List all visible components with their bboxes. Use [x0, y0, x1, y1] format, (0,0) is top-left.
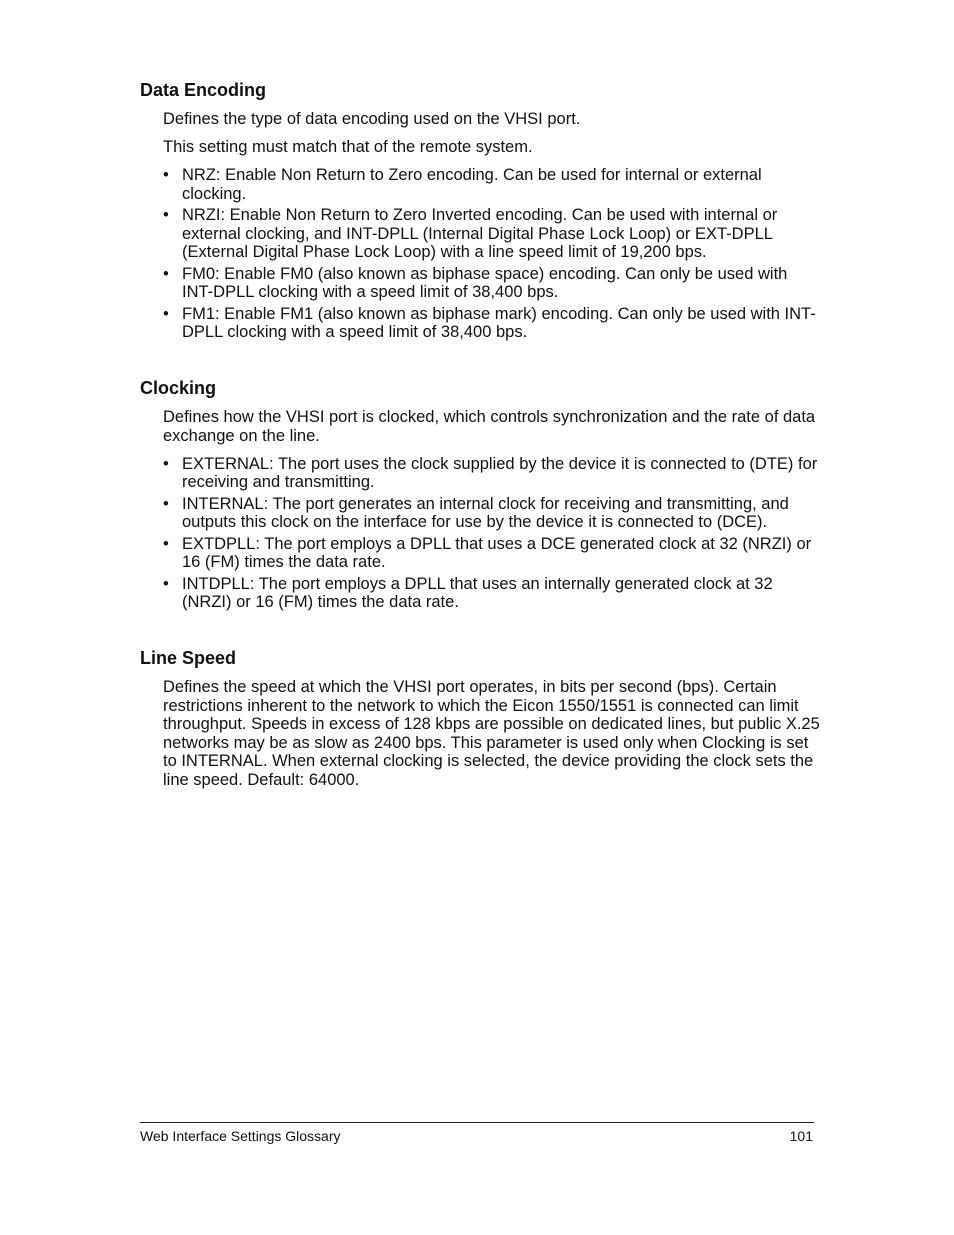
bullet-icon: •: [163, 534, 169, 553]
footer-title: Web Interface Settings Glossary: [140, 1128, 341, 1144]
bullet-icon: •: [163, 494, 169, 513]
bullet-list: [140, 166, 820, 342]
list-item-text: INTDPLL: The port employs a DPLL that uses an internally generated clock at 32 (NRZI) or 16 (FM) times the data rate.: [182, 574, 773, 612]
bullet-icon: •: [163, 574, 169, 593]
paragraph: Defines the speed at which the VHSI port operates, in bits per second (bps). Certain restrictions inherent to the network to which the Eicon 1550/1551 is connected can limit throughput. Speeds in excess of 128 kbps are possible on dedicated lines, but public X.25 networks may be as slow as 2400 bps. This parameter is used only when Clocking is set to INTERNAL. When external clocking is selected, the device providing the clock sets the line speed. Default: 64000.: [163, 678, 820, 789]
bullet-icon: •: [163, 165, 169, 184]
paragraph: Defines the type of data encoding used on the VHSI port.: [163, 110, 581, 128]
paragraph: This setting must match that of the remote system.: [163, 137, 533, 156]
list-item: [163, 495, 820, 532]
bullet-icon: •: [163, 454, 169, 473]
list-item: [163, 535, 820, 572]
section-heading: Clocking: [140, 378, 217, 398]
list-item: [163, 575, 820, 612]
list-item: [163, 305, 820, 342]
list-item-text: FM1: Enable FM1 (also known as biphase mark) encoding. Can only be used with INT-DPLL clocking with a speed limit of 38,400 bps.: [182, 304, 816, 342]
bullet-icon: •: [163, 205, 169, 224]
list-item: [163, 166, 820, 203]
page-number: 101: [789, 1128, 813, 1144]
bullet-icon: •: [163, 304, 169, 323]
section-heading: Data Encoding: [140, 80, 267, 100]
list-item: [163, 265, 820, 302]
list-item-text: EXTERNAL: The port uses the clock supplied by the device it is connected to (DTE) for receiving and transmitting.: [182, 454, 818, 492]
bullet-list: [140, 455, 820, 612]
section-heading: Line Speed: [140, 648, 237, 668]
list-item-text: EXTDPLL: The port employs a DPLL that uses a DCE generated clock at 32 (NRZI) or 16 (FM) times the data rate.: [182, 534, 812, 572]
bullet-icon: •: [163, 264, 169, 283]
list-item-text: INTERNAL: The port generates an internal clock for receiving and transmitting, and outputs this clock on the interface for use by the device it is connected to (DCE).: [182, 494, 789, 532]
list-item-text: NRZI: Enable Non Return to Zero Inverted encoding. Can be used with internal or external clocking, and INT-DPLL (Internal Digital Phase Lock Loop) or EXT-DPLL (External Digital Phase Lock Loop) with a line speed limit of 19,200 bps.: [182, 205, 778, 262]
footer-divider: [140, 1122, 814, 1123]
section-line-speed: [140, 647, 820, 790]
list-item-text: NRZ: Enable Non Return to Zero encoding. Can be used for internal or external clocking.: [182, 165, 762, 203]
list-item-text: FM0: Enable FM0 (also known as biphase space) encoding. Can only be used with INT-DPLL clocking with a speed limit of 38,400 bps.: [182, 264, 788, 302]
list-item: [163, 455, 820, 492]
list-item: [163, 206, 820, 262]
paragraph: Defines how the VHSI port is clocked, which controls synchronization and the rate of data exchange on the line.: [163, 408, 816, 445]
section-clocking: [140, 377, 820, 615]
section-data-encoding: [140, 79, 820, 345]
